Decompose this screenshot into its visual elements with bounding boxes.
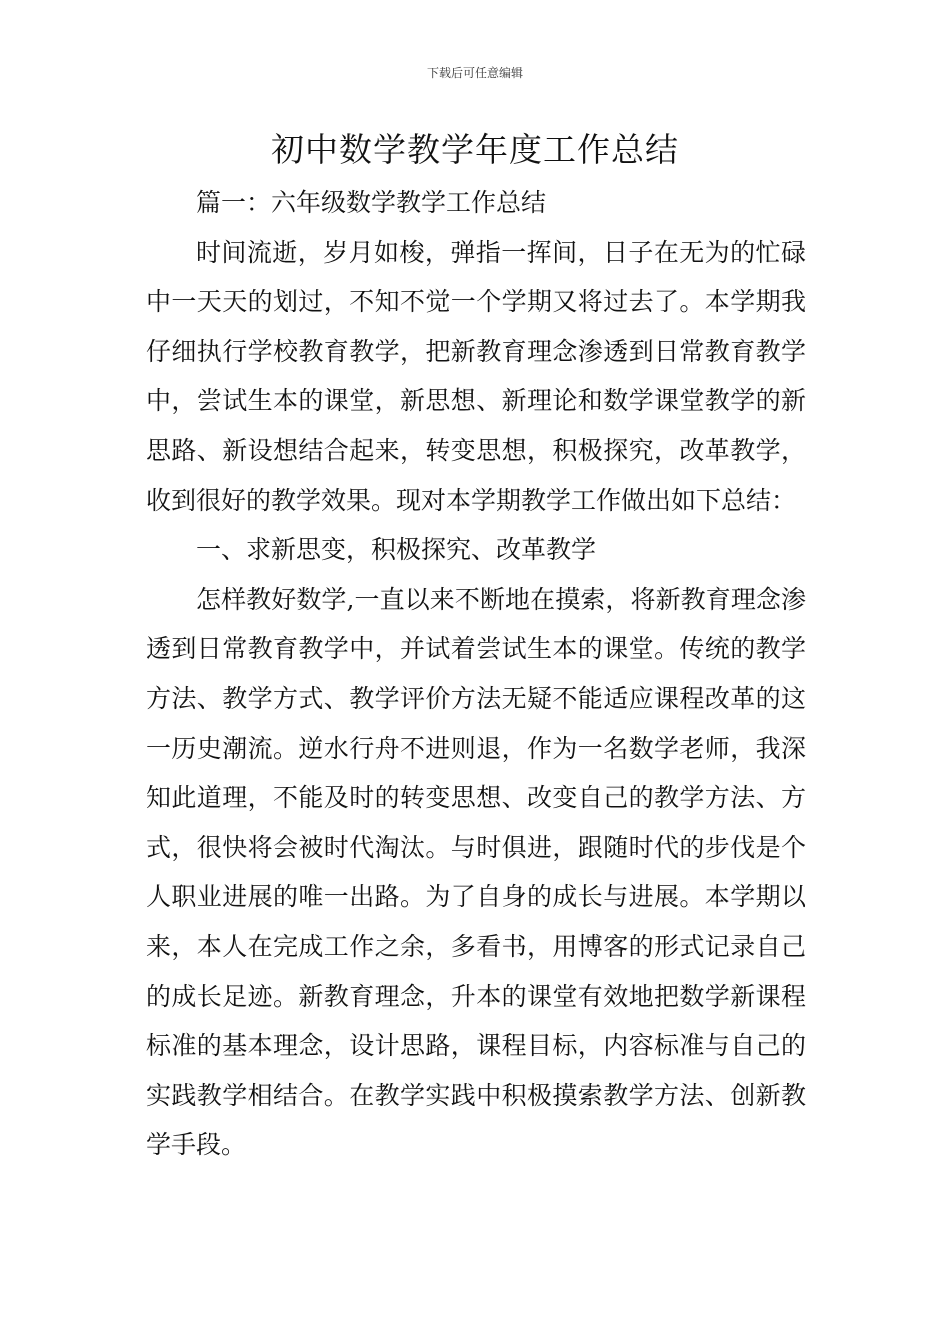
- document-body: [146, 178, 806, 1170]
- header-note: 下载后可任意编辑: [426, 66, 523, 80]
- document-title: 初中数学教学年度工作总结: [271, 130, 679, 169]
- paragraph-section-heading: 篇一：六年级数学教学工作总结: [196, 188, 547, 217]
- paragraph-body: 怎样教好数学,一直以来不断地在摸索，将新教育理念渗透到日常教育教学中，并试着尝试生本的课堂。传统的教学方法、教学方式、教学评价方法无疑不能适应课程改革的这一历史潮流。逆水行舟不进则退，作为一名数学老师，我深知此道理，不能及时的转变思想、改变自己的教学方法、方式，很快将会被时代淘汰。与时俱进，跟随时代的步伐是个人职业进展的唯一出路。为了自身的成长与进展。本学期以来，本人在完成工作之余，多看书，用博客的形式记录自己的成长足迹。新教育理念，升本的课堂有效地把数学新课程标准的基本理念，设计思路，课程目标，内容标准与自己的实践教学相结合。在教学实践中积极摸索教学方法、创新教学手段。: [146, 584, 806, 1160]
- paragraph-subheading: 一、求新思变，积极探究、改革教学: [196, 535, 597, 565]
- paragraph-intro: 时间流逝，岁月如梭，弹指一挥间，日子在无为的忙碌中一天天的划过，不知不觉一个学期又将过去了。本学期我仔细执行学校教育教学，把新教育理念渗透到日常教育教学中，尝试生本的课堂，新思想、新理论和数学课堂教学的新思路、新设想结合起来，转变思想，积极探究，改革教学，收到很好的教学效果。现对本学期教学工作做出如下总结：: [146, 237, 806, 515]
